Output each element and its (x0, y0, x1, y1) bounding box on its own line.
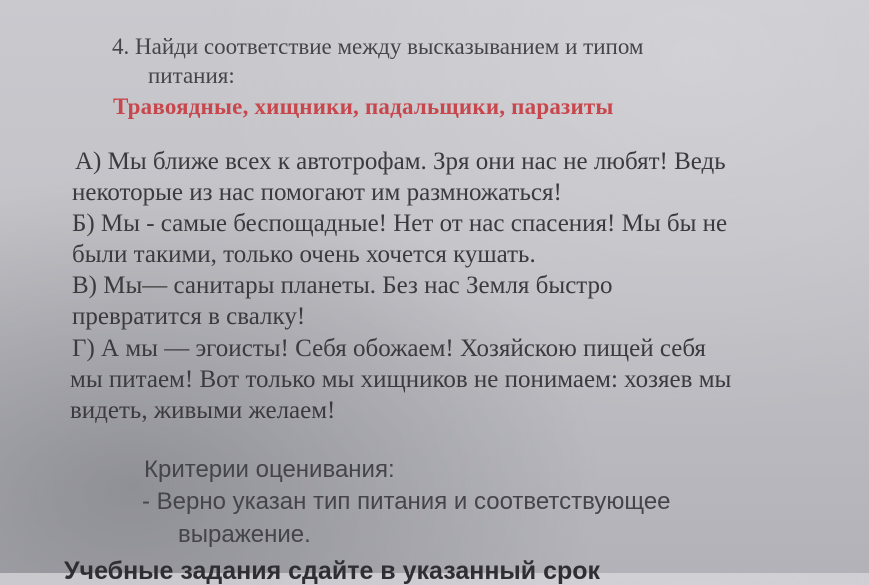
feeding-types-list: Травоядные, хищники, падальщики, паразиты (113, 94, 614, 119)
task-title-line-1 (112, 35, 643, 58)
statement-v-line-2: превратится в свалку! (72, 303, 306, 330)
statement-v-line-1: В) Мы— санитары планеты. Без нас Земля быстро (72, 272, 613, 299)
statement-b-line-2: были такими, только очень хочется кушать. (72, 241, 536, 268)
statement-g-line-2: мы питаем! Вот только мы хищников не понимаем: хозяев мы (70, 366, 732, 393)
criteria-heading: Критерии оценивания: (144, 456, 395, 483)
task-number: 4. (112, 34, 130, 59)
task-title-text: Найди соответствие между высказыванием и типом (135, 34, 644, 59)
task-title-line-2: питания: (148, 63, 235, 88)
criteria-item-line-1: - Верно указан тип питания и соответствующее (142, 488, 671, 515)
statement-a-line-1: А) Мы ближе всех к автотрофам. Зря они нас не любят! Ведь (75, 148, 726, 175)
statement-b-line-1: Б) Мы - самые беспощадные! Нет от нас спасения! Мы бы не (72, 210, 728, 237)
statement-a-line-2: некоторые из нас помогают им размножаться! (72, 179, 562, 206)
statement-g-line-1: Г) А мы — эгоисты! Себя обожаем! Хозяйскою пищей себя (72, 335, 706, 362)
criteria-item-line-2: выражение. (178, 521, 311, 548)
footer-cutoff-text: Учебные задания сдайте в указанный срок (64, 557, 601, 585)
statement-g-line-3: видеть, живыми желаем! (70, 397, 336, 424)
